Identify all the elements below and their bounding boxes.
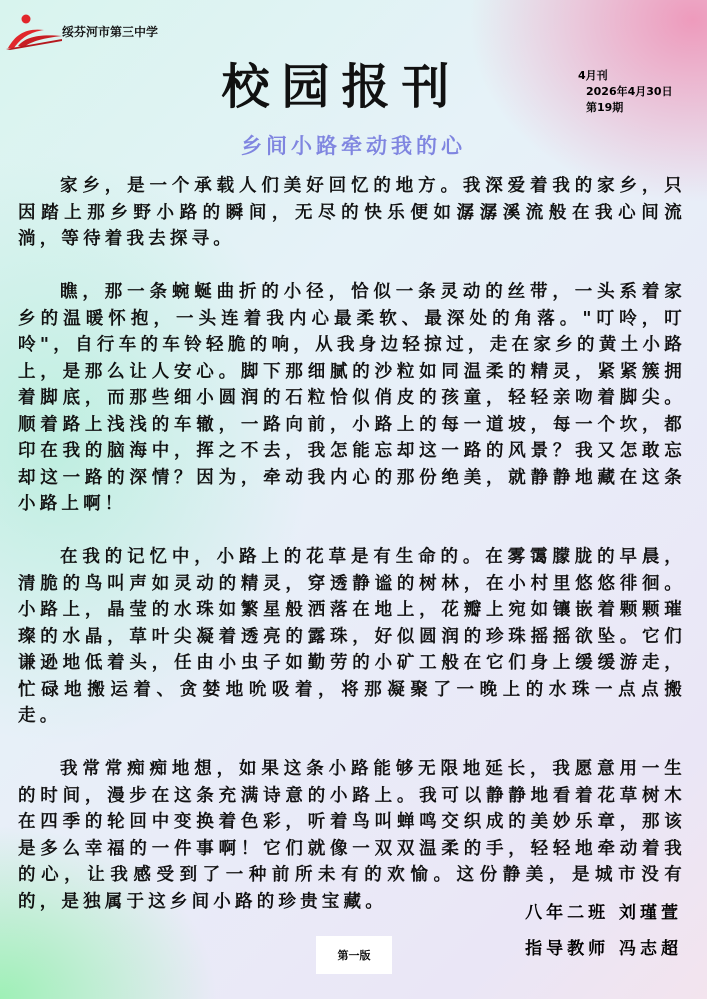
author-signature: 八年二班 刘瑾萱 — [525, 903, 682, 923]
article-paragraph: 在我的记忆中，小路上的花草是有生命的。在雾霭朦胧的早晨，清脆的鸟叫声如灵动的精灵，穿透静谧的树林，在小村里悠悠徘徊。小路上，晶莹的水珠如繁星般洒落在地上，花瓣上宛如镶嵌着颗颗璀璨的水晶，草叶尖凝着透亮的露珠，好似圆润的珍珠摇摇欲坠。它们谦逊地低着头，任由小虫子如勤劳的小矿工般在它们身上缓缓游走，忙碌地搬运着、贪婪地吮吸着，将那凝聚了一晚上的水珠一点点搬走。 — [18, 547, 686, 726]
article-body — [18, 173, 686, 942]
issue-number: 第19期 — [586, 101, 624, 114]
article-paragraph: 瞧，那一条蜿蜒曲折的小径，恰似一条灵动的丝带，一头系着家乡的温暖怀抱，一头连着我内心最柔软、最深处的角落。"叮呤，叮呤"，自行车的车铃轻脆的响，从我身边轻掠过，走在家乡的黄土小路上，是那么让人安心。脚下那细腻的沙粒如同温柔的精灵，紧紧簇拥着脚底，而那些细小圆润的石粒恰似俏皮的孩童，轻轻亲吻着脚尖。顺着路上浅浅的车辙，一路向前，小路上的每一道坡，每一个坎，都印在我的脑海中，挥之不去，我怎能忘却这一路的风景？我又怎敢忘却这一路的深情？因为，牵动我内心的那份绝美，就静静地藏在这条小路上啊！ — [18, 282, 686, 514]
issue-frequency: 4月刊 — [578, 69, 608, 82]
article-paragraph: 我常常痴痴地想，如果这条小路能够无限地延长，我愿意用一生的时间，漫步在这条充满诗意的小路上。我可以静静地看着花草树木在四季的轮回中变换着色彩，听着鸟叫蝉鸣交织成的美妙乐章，那该是多么幸福的一件事啊！它们就像一双双温柔的手，轻轻地牵动着我的心，让我感受到了一种前所未有的欢愉。这份静美，是城市没有的，是独属于这乡间小路的珍贵宝藏。 — [18, 759, 686, 912]
issue-info — [578, 68, 673, 116]
page-number-badge: 第一版 — [316, 936, 392, 974]
teacher-signature: 指导教师 冯志超 — [525, 939, 682, 959]
article-paragraph: 家乡，是一个承载人们美好回忆的地方。我深爱着我的家乡，只因踏上那乡野小路的瞬间，无尽的快乐便如潺潺溪流般在我心间流淌，等待着我去探寻。 — [18, 176, 686, 249]
newspaper-masthead: 校园报刊 — [221, 59, 462, 115]
article-title: 乡间小路牵动我的心 — [241, 134, 466, 158]
school-logo-icon — [4, 10, 64, 50]
issue-date: 2026年4月30日 — [586, 85, 673, 98]
school-name: 绥芬河市第三中学 — [62, 25, 159, 39]
